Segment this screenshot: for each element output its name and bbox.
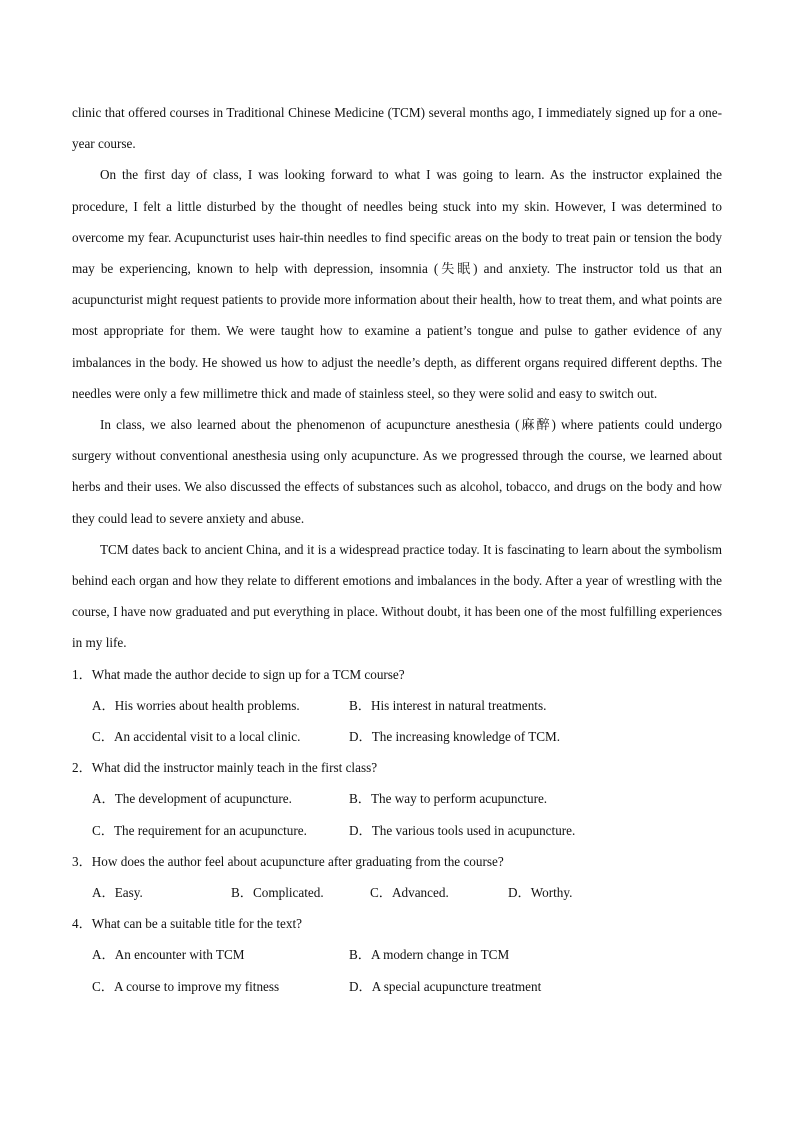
question-2: [72, 752, 722, 846]
option-b: B．His interest in natural treatments.: [349, 697, 547, 713]
option-c: C．The requirement for an acupuncture.: [92, 822, 307, 838]
question-3: [72, 846, 722, 908]
option-row: [72, 877, 722, 908]
option-b: B．The way to perform acupuncture.: [349, 791, 548, 807]
passage-paragraph-1: clinic that offered courses in Traditional Chinese Medicine (TCM) several months ago, I immediately signed up for a one-year course.: [72, 105, 722, 152]
question-stem: 4．What can be a suitable title for the text?: [72, 916, 302, 932]
passage-paragraph-4: TCM dates back to ancient China, and it is a widespread practice today. It is fascinating to learn about the symbolism behind each organ and how they relate to different emotions and imbalances in the body. After a year of wrestling with the course, I have now graduated and put everything in place. Without doubt, it has been one of the most fulfilling experiences in my life.: [72, 541, 722, 651]
option-c: C．An accidental visit to a local clinic.: [92, 729, 301, 745]
option-d: D．A special acupuncture treatment: [349, 978, 542, 994]
option-a: A．Easy.: [92, 885, 143, 901]
option-d: D．The various tools used in acupuncture.: [349, 822, 576, 838]
option-b: B．Complicated.: [231, 885, 324, 901]
option-row: [72, 971, 722, 1002]
option-c: C．A course to improve my fitness: [92, 978, 280, 994]
question-4: [72, 908, 722, 1002]
option-row: [72, 815, 722, 846]
question-stem: 1．What made the author decide to sign up for a TCM course?: [72, 666, 405, 682]
question-stem: 3．How does the author feel about acupuncture after graduating from the course?: [72, 853, 504, 869]
option-row: [72, 783, 722, 814]
document-content: [72, 97, 722, 1002]
option-d: D．Worthy.: [508, 885, 573, 901]
question-1: [72, 659, 722, 753]
option-b: B．A modern change in TCM: [349, 947, 510, 963]
option-a: A．His worries about health problems.: [92, 697, 300, 713]
passage-paragraph-3: In class, we also learned about the phenomenon of acupuncture anesthesia (麻醉) where patients could undergo surgery without conventional anesthesia using only acupuncture. As we progressed through the course, we learned about herbs and their uses. We also discussed the effects of substances such as alcohol, tobacco, and drugs on the body and how they could lead to severe anxiety and abuse.: [72, 417, 722, 526]
option-row: [72, 690, 722, 721]
option-c: C．Advanced.: [370, 885, 449, 901]
option-d: D．The increasing knowledge of TCM.: [349, 729, 561, 745]
question-stem: 2．What did the instructor mainly teach in the first class?: [72, 760, 378, 776]
option-a: A．An encounter with TCM: [92, 947, 245, 963]
option-row: [72, 939, 722, 970]
passage-paragraph-2: On the first day of class, I was looking forward to what I was going to learn. As the instructor explained the procedure, I felt a little disturbed by the thought of needles being stuck into my skin. However, I was determined to overcome my fear. Acupuncturist uses hair-thin needles to find specific areas on the body to treat pain or tension the body may be experiencing, known to help with depression, insomnia (失眠) and anxiety. The instructor told us that an acupuncturist might request patients to provide more information about their health, how to treat them, and what points are most appropriate for them. We were taught how to examine a patient’s tongue and pulse to gather evidence of any imbalances in the body. He showed us how to adjust the needle’s depth, as different organs required different depths. The needles were only a few millimetre thick and made of stainless steel, so they were solid and easy to switch out.: [72, 167, 722, 401]
option-row: [72, 721, 722, 752]
option-a: A．The development of acupuncture.: [92, 791, 292, 807]
